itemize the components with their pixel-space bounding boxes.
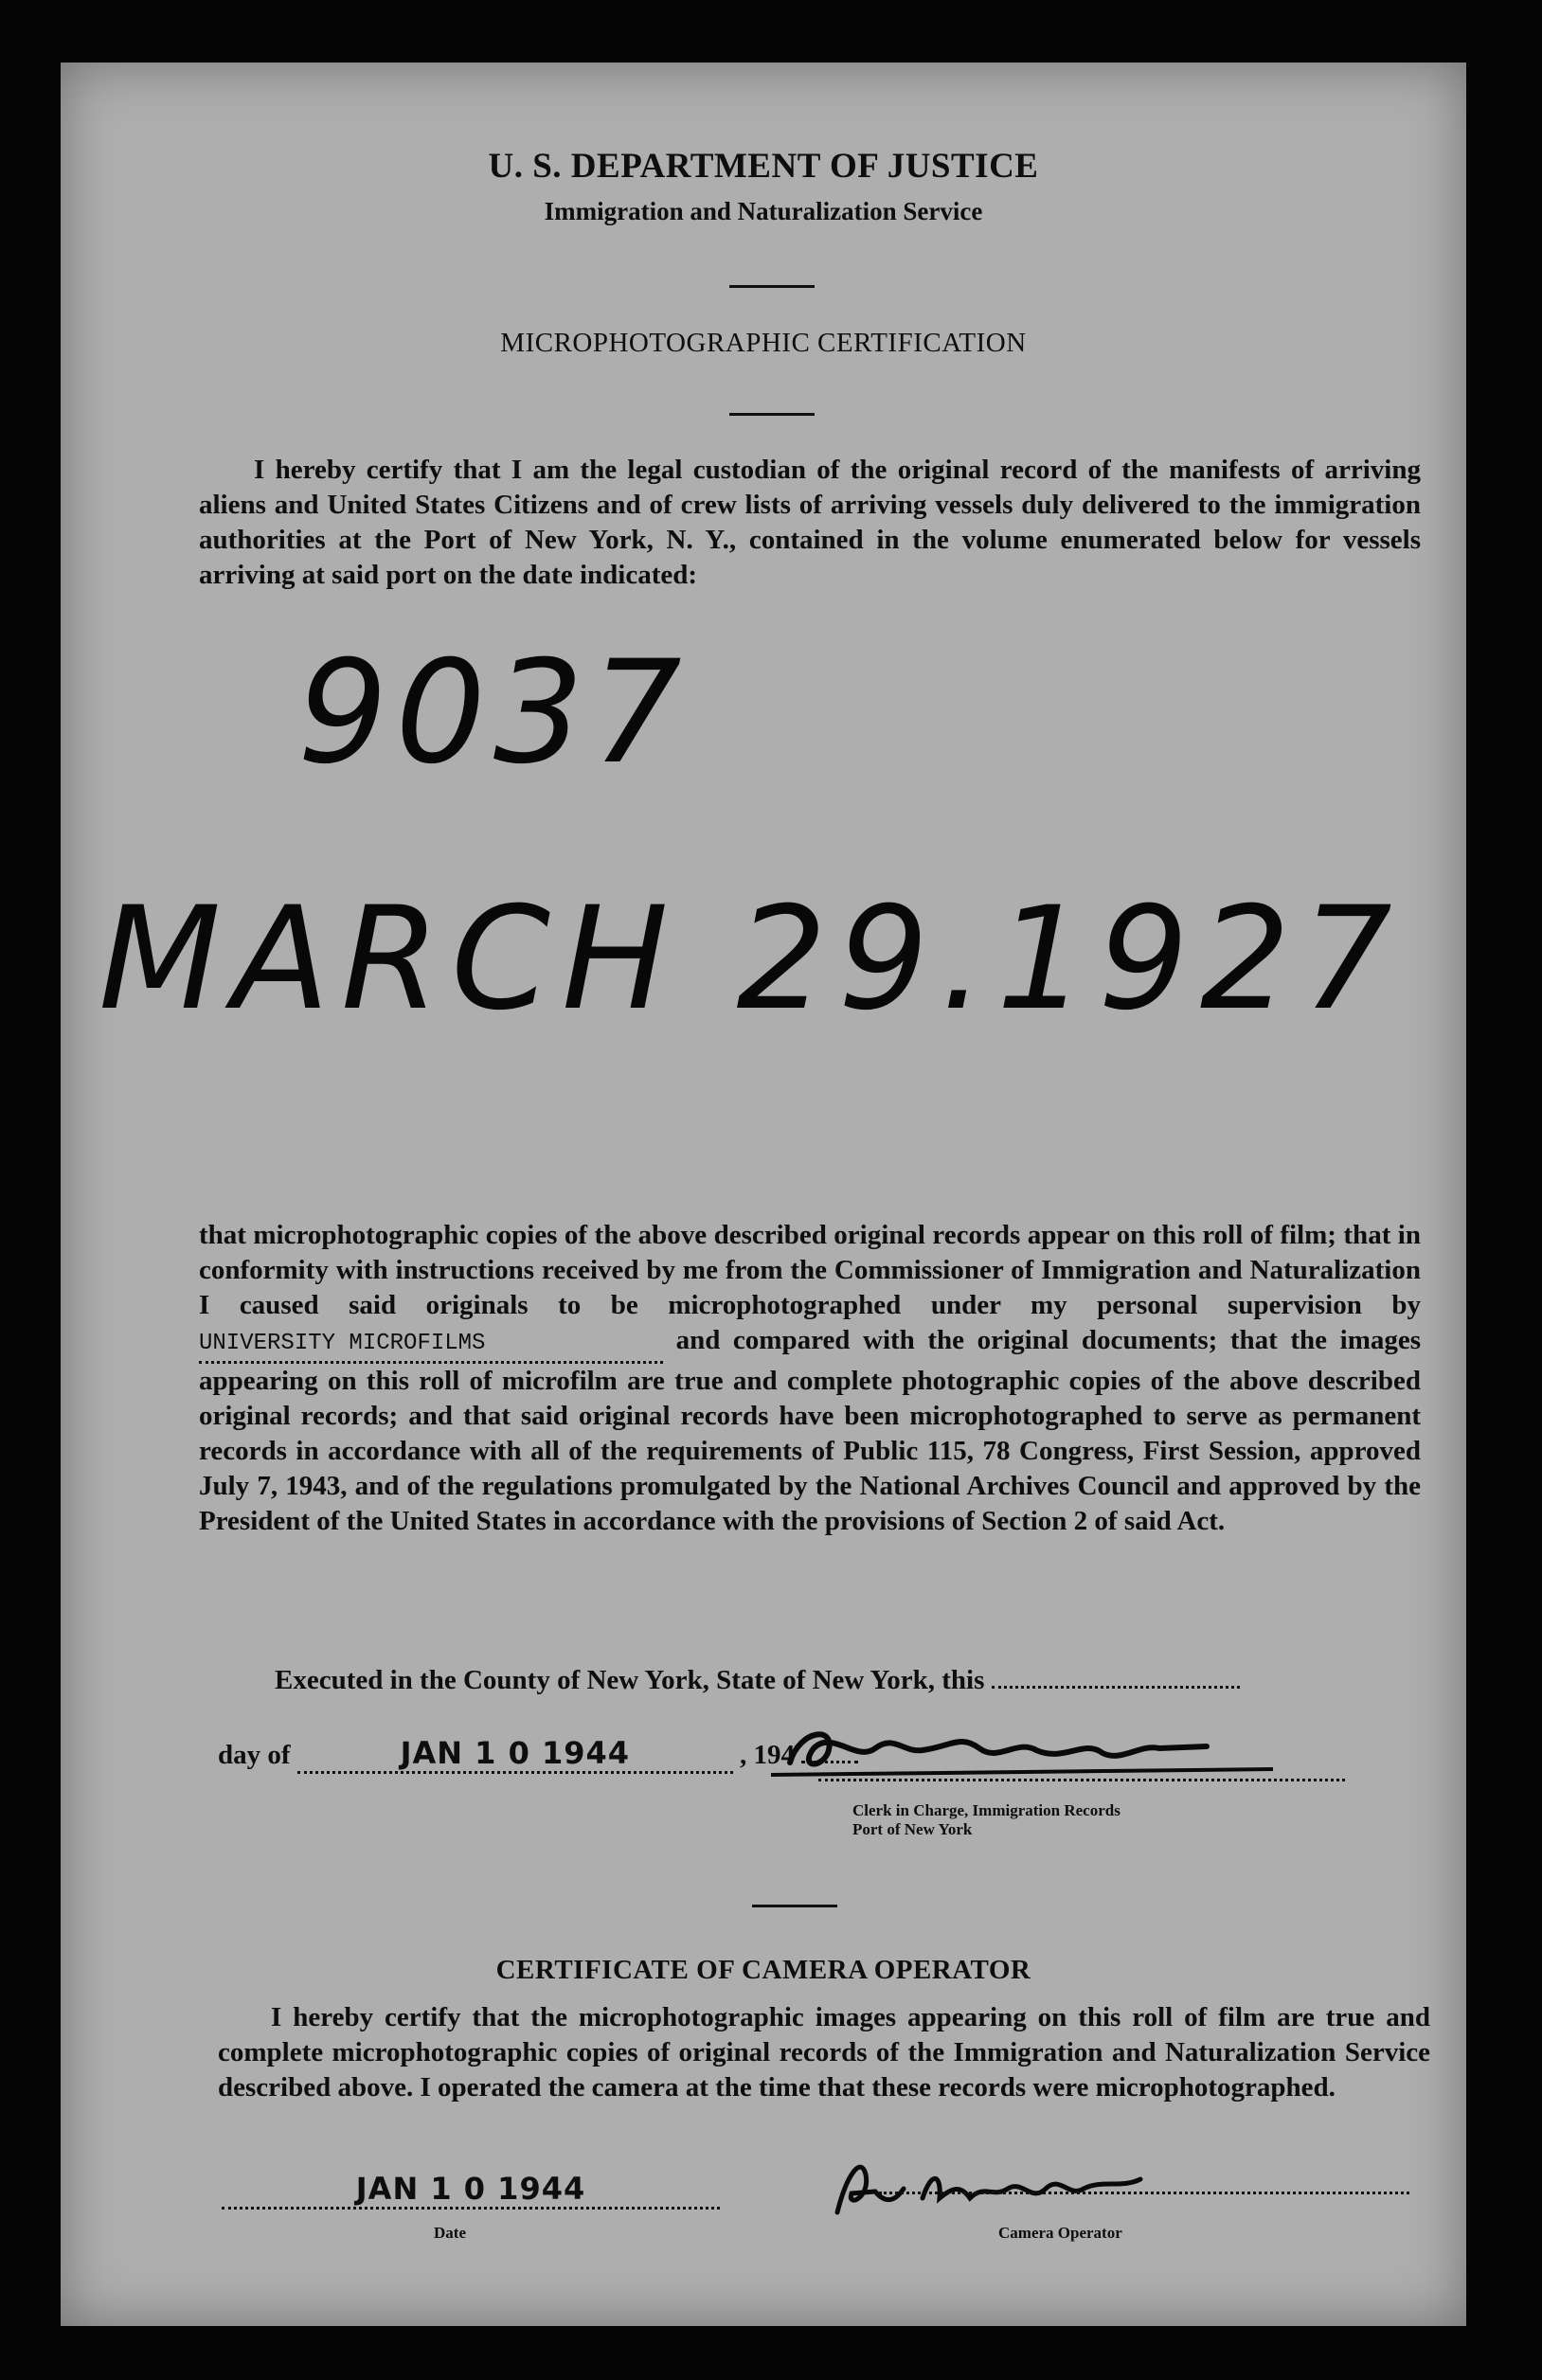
divider (752, 1905, 837, 1907)
filmed-by-value: UNIVERSITY MICROFILMS (199, 1331, 486, 1356)
custodian-paragraph: I hereby certify that I am the legal custodian of the original record of the manifests of arriving aliens and United States Citizens and of crew lists of arriving vessels duly delivered to the immigration authorities at the Port of New York, N. Y., contained in the volume enumerated below for vessels arriving at said port on the date indicated: (199, 455, 1421, 590)
form-title: MICROPHOTOGRAPHIC CERTIFICATION (500, 328, 1027, 358)
day-field (992, 1686, 1240, 1689)
certificate-page (61, 63, 1466, 2326)
paragraph-text: that microphotographic copies of the above described original records appear on this roll of film; that in conformity with instructions received by me from the Commissioner of Immigration and Naturalization I caused said originals to be microphotographed under my personal supervision by (199, 1220, 1421, 1320)
camera-date-field (222, 2171, 720, 2210)
handwritten-volume-number: 9037 (297, 631, 690, 796)
department-heading: U. S. DEPARTMENT OF JUSTICE (488, 147, 1039, 186)
filmed-by-field (199, 1326, 663, 1364)
camera-paragraph: I hereby certify that the microphotographic images appearing on this roll of film are true and complete microphotographic copies of original records of the Immigration and Naturalization Service described above. I operated the camera at the time that these records were microphotographed. (218, 2002, 1430, 2103)
date-stamp: JAN 1 0 1944 (400, 1735, 631, 1771)
signer-title-line-1: Clerk in Charge, Immigration Records (852, 1801, 1121, 1819)
camera-operator-label: Camera Operator (998, 2224, 1122, 2242)
signer-title (852, 1801, 1121, 1839)
camera-date-label: Date (434, 2224, 466, 2242)
signer-title-line-2: Port of New York (852, 1820, 973, 1838)
date-field (297, 1735, 733, 1774)
operator-line (879, 2171, 1409, 2202)
day-of-label: day of (218, 1740, 291, 1770)
camera-certificate-title: CERTIFICATE OF CAMERA OPERATOR (495, 1955, 1031, 1985)
paragraph-text: and compared with the original documents; that the images appearing on this roll of microfilm are true and complete photographic copies of the above described original records; and that said original records have been microphotographed to serve as permanent records in accordance with all of the requirements of Public 115, 78 Congress, First Session, approved July 7, 1943, and of the regulations promulgated by the National Archives Council and approved by the President of the United States in accordance with the provisions of Section 2 of said Act. (199, 1325, 1422, 1536)
camera-date-stamp: JAN 1 0 1944 (355, 2171, 586, 2207)
divider (729, 413, 815, 416)
camera-date-line (222, 2171, 720, 2210)
divider (729, 285, 815, 288)
executed-text: Executed in the County of New York, State of New York, this (275, 1665, 985, 1695)
signature-line (818, 1758, 1345, 1789)
supervision-paragraph (199, 1218, 1421, 1539)
service-subheading: Immigration and Naturalization Service (544, 197, 983, 225)
handwritten-date: MARCH 29.1927 (99, 877, 1404, 1042)
executed-line (275, 1665, 1240, 1696)
year-prefix: , 194 (740, 1740, 796, 1770)
